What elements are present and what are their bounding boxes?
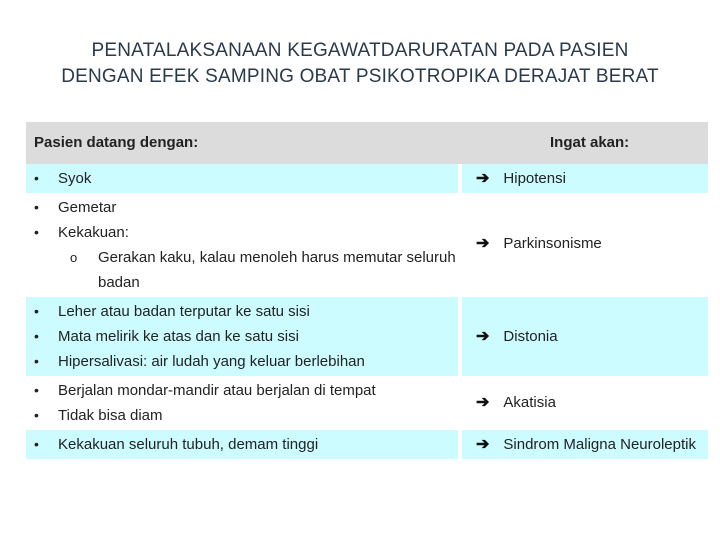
bullet-icon: • — [34, 353, 39, 369]
answer-cell — [476, 432, 696, 457]
answer-cell — [476, 324, 558, 349]
bullet-icon: • — [34, 328, 39, 344]
answer-text: Distonia — [503, 328, 558, 345]
arrow-right-icon: ➔ — [476, 235, 490, 252]
table-row — [26, 430, 708, 459]
symptom-text: Gemetar — [58, 199, 117, 216]
table-header — [26, 122, 708, 164]
bullet-icon: • — [34, 436, 39, 452]
symptom-text: Leher atau badan terputar ke satu sisi — [58, 303, 310, 320]
list-item — [26, 324, 458, 349]
bullet-icon: • — [34, 224, 39, 240]
answer-cell — [476, 166, 566, 191]
table-row — [26, 376, 708, 430]
symptom-table — [26, 122, 708, 459]
table-row — [26, 164, 708, 193]
table-row — [26, 193, 708, 297]
list-item — [26, 299, 458, 324]
arrow-right-icon: ➔ — [476, 394, 490, 411]
list-item — [26, 195, 458, 220]
header-left-label: Pasien datang dengan: — [34, 134, 199, 151]
list-item — [26, 378, 458, 403]
slide-title — [0, 38, 720, 90]
symptom-text: Hipersalivasi: air ludah yang keluar berlebihan — [58, 353, 365, 370]
table-row — [26, 297, 708, 376]
bullet-icon: • — [34, 199, 39, 215]
answer-cell — [476, 390, 556, 415]
symptom-text: Mata melirik ke atas dan ke satu sisi — [58, 328, 299, 345]
header-right-label: Ingat akan: — [550, 134, 630, 151]
arrow-right-icon: ➔ — [476, 170, 490, 187]
answer-text: Parkinsonisme — [503, 235, 602, 252]
sub-list-item — [26, 245, 458, 270]
answer-cell — [476, 231, 602, 256]
arrow-right-icon: ➔ — [476, 328, 490, 345]
sub-list-item-continuation — [26, 270, 458, 295]
list-item — [26, 220, 458, 245]
symptom-text: Syok — [58, 170, 92, 187]
answer-text: Sindrom Maligna Neuroleptik — [503, 436, 696, 453]
bullet-icon: • — [34, 382, 39, 398]
title-line-2: DENGAN EFEK SAMPING OBAT PSIKOTROPIKA DERAJAT BERAT — [61, 66, 659, 87]
list-item — [26, 432, 458, 457]
list-item — [26, 403, 458, 428]
answer-text: Akatisia — [503, 394, 556, 411]
title-line-1: PENATALAKSANAAN KEGAWATDARURATAN PADA PASIEN — [91, 40, 629, 61]
symptom-text: Kekakuan seluruh tubuh, demam tinggi — [58, 436, 319, 453]
list-item — [26, 166, 458, 191]
symptom-text: Berjalan mondar-mandir atau berjalan di tempat — [58, 382, 376, 399]
bullet-icon: • — [34, 407, 39, 423]
symptom-text: Gerakan kaku, kalau menoleh harus memutar seluruh — [98, 249, 456, 266]
symptom-text: Kekakuan: — [58, 224, 129, 241]
bullet-icon: • — [34, 170, 39, 186]
symptom-text: badan — [98, 274, 140, 291]
symptom-text: Tidak bisa diam — [58, 407, 163, 424]
answer-text: Hipotensi — [503, 170, 566, 187]
bullet-icon: • — [34, 303, 39, 319]
sub-bullet-icon: o — [70, 250, 78, 265]
arrow-right-icon: ➔ — [476, 436, 490, 453]
list-item — [26, 349, 458, 374]
